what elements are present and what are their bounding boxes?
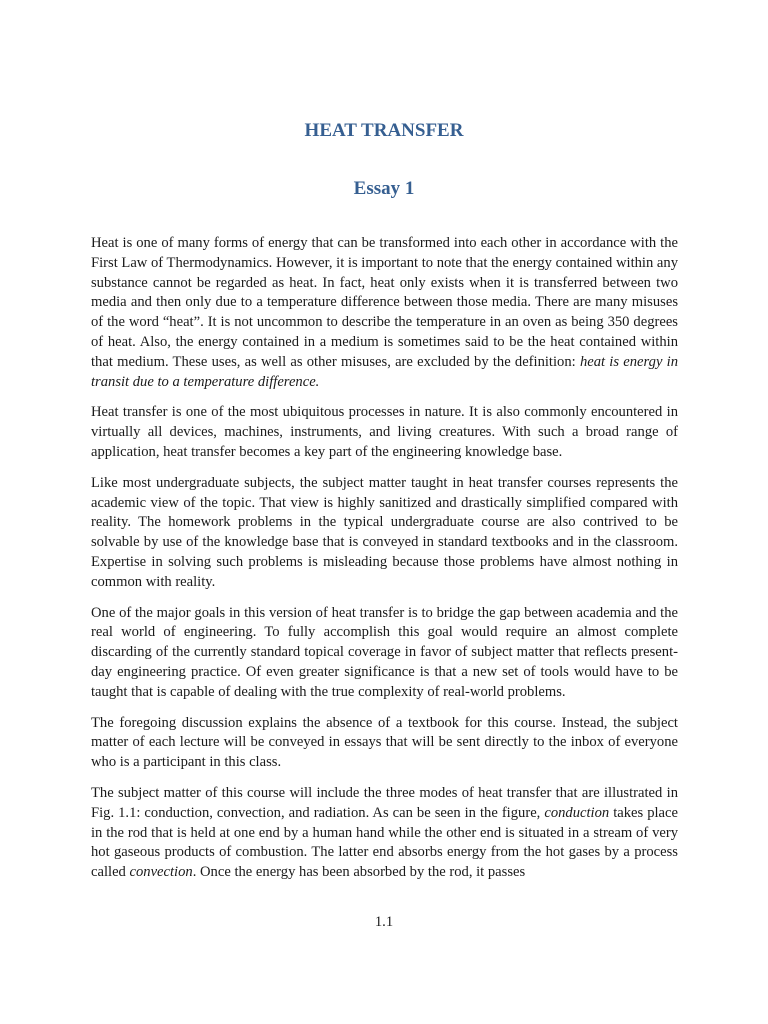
body-paragraph [91, 784, 678, 883]
paragraph-text: One of the major goals in this version of heat transfer is to bridge the gap between academia and the real world of engineering. To fully accomplish this goal would require an almost complete discarding of the currently standard topical coverage in favor of subject matter that reflects present-day engineering practice. Of even greater significance is that a new set of tools would have to be taught that is capable of dealing with the true complexity of real-world problems. [91, 604, 678, 700]
paragraph-text: . Once the energy has been absorbed by the rod, it passes [192, 864, 526, 881]
paragraph-text: Heat is one of many forms of energy that can be transformed into each other in accordance with the First Law of Thermodynamics. However, it is important to note that the energy contained within any substance cannot be regarded as heat. In fact, heat only exists when it is transferred between two media and then only due to a temperature difference between those media. There are many misuses of the word “heat”. It is not uncommon to describe the temperature in an oven as being 350 degrees of heat. Also, the energy contained in a medium is sometimes said to be the heat contained within that medium. These uses, as well as other misuses, are excluded by the definition: [91, 235, 678, 370]
page-number: 1.1 [374, 914, 394, 930]
paragraph-text: The foregoing discussion explains the absence of a textbook for this course. Instead, the subject matter of each lecture will be conveyed in essays that will be sent directly to the inbox of everyone who is a participant in this class. [91, 714, 678, 771]
document-title: HEAT TRANSFER [304, 120, 464, 141]
paragraph-text: Like most undergraduate subjects, the subject matter taught in heat transfer courses represents the academic view of the topic. That view is highly sanitized and drastically simplified compared with reality. The homework problems in the typical undergraduate course are also contrived to be solvable by use of the knowledge base that is conveyed in standard textbooks and in the classroom. Expertise in solving such problems is misleading because those problems have almost nothing in common with reality. [91, 474, 678, 590]
body-paragraph [91, 403, 678, 462]
body-paragraph [91, 714, 678, 773]
emphasized-text: convection [129, 864, 193, 881]
body-paragraph [91, 474, 678, 593]
body-paragraph [91, 604, 678, 703]
emphasized-text: heat is energy in transit due to a temperature difference. [91, 353, 678, 390]
paragraph-text: takes place in the rod that is held at one end by a human hand while the other end is situated in a stream of very hot gaseous products of combustion. The latter end absorbs energy from the hot gases by a process called [91, 804, 678, 881]
document-body [91, 234, 678, 894]
document-subtitle: Essay 1 [353, 178, 415, 199]
emphasized-text: conduction [544, 804, 610, 821]
paragraph-text: Heat transfer is one of the most ubiquitous processes in nature. It is also commonly encountered in virtually all devices, machines, instruments, and living creatures. With such a broad range of application, heat transfer becomes a key part of the engineering knowledge base. [91, 404, 678, 460]
paragraph-text: The subject matter of this course will include the three modes of heat transfer that are illustrated in Fig. 1.1: conduction, convection, and radiation. As can be seen in the figure, [91, 784, 678, 821]
body-paragraph [91, 234, 678, 392]
